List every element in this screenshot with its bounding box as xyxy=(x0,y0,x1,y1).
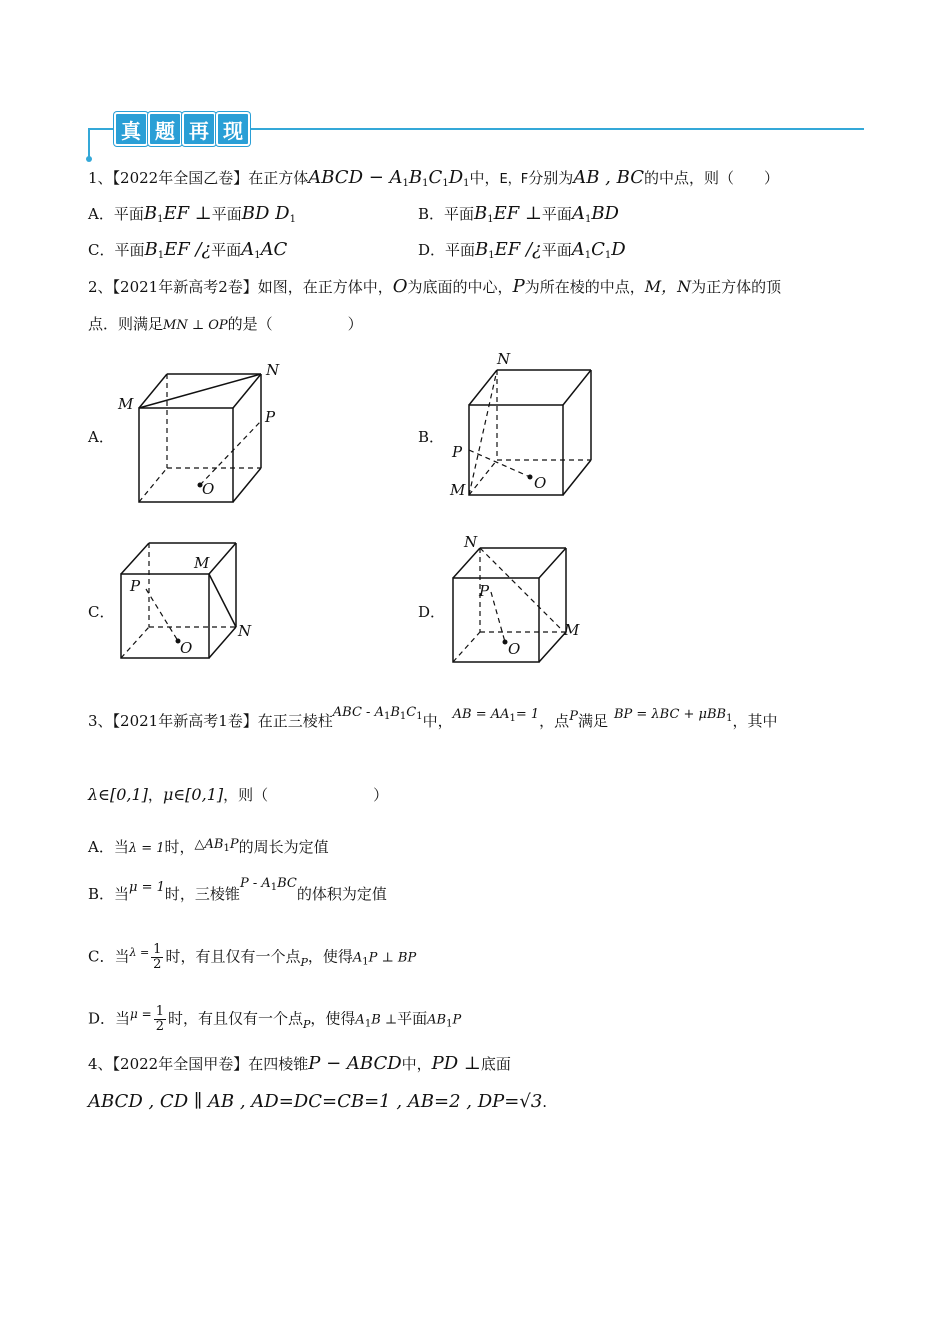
segment-op xyxy=(491,592,505,642)
point-label-p: P xyxy=(130,577,141,595)
math: ABCD − A xyxy=(308,167,403,188)
stem-text: 为正方体的顶 xyxy=(691,278,782,296)
subscript: 1 xyxy=(442,178,449,189)
math: P xyxy=(303,1017,311,1031)
question-number: 1、 xyxy=(88,169,113,187)
section-title xyxy=(114,112,250,146)
hidden-edge xyxy=(121,627,149,658)
option-text: 时，有且仅有一个点 xyxy=(167,1009,303,1028)
fraction-numerator: 1 xyxy=(155,1004,164,1019)
math: P ⊥ BP xyxy=(368,950,417,966)
math: BP = λBC + μBB xyxy=(613,707,727,722)
point-label-m: M xyxy=(118,395,134,413)
cube-edge xyxy=(209,627,236,658)
math: ABCD , CD ∥ AB , AD=DC=CB=1 , AB=2 , DP= xyxy=(88,1091,520,1112)
question-number: 2、 xyxy=(88,278,113,296)
math: EF /¿ xyxy=(164,239,212,260)
stem-text: 中， xyxy=(469,169,500,187)
math: EF ⊥ xyxy=(493,203,542,224)
math: λ∈[0,1] xyxy=(88,785,148,804)
stem-text: . xyxy=(542,1093,548,1111)
segment-mn xyxy=(469,370,497,495)
stem-text: 在正三棱柱 xyxy=(257,712,333,730)
math: EF /¿ xyxy=(494,239,542,260)
q3-stem xyxy=(88,705,778,738)
math: BD xyxy=(591,203,619,224)
point-label-n: N xyxy=(266,361,280,379)
subscript: 1 xyxy=(463,178,470,189)
subscript: 1 xyxy=(362,956,369,968)
q4-stem-line2 xyxy=(88,1091,547,1113)
cube-figure-b xyxy=(440,345,640,505)
math: B ⊥ xyxy=(371,1012,398,1028)
stem-text: 的是（ ） xyxy=(227,315,363,333)
math: λ = 1 xyxy=(128,841,165,856)
subscript: 1 xyxy=(383,711,391,722)
segment-op xyxy=(469,450,530,477)
math: A xyxy=(571,239,585,260)
option-label: B．平面 xyxy=(418,205,475,223)
point-label-m: M xyxy=(450,481,466,499)
math: B xyxy=(408,167,423,188)
cube-front-face xyxy=(453,578,539,662)
question-source: 【2022年全国甲卷】 xyxy=(112,1055,249,1073)
question-source: 【2022年全国乙卷】 xyxy=(112,169,249,187)
math: AB = AA xyxy=(452,707,510,722)
math: A xyxy=(352,950,363,966)
math: P xyxy=(300,955,308,969)
cube-figure-c xyxy=(110,535,310,665)
stem-text: 底面 xyxy=(480,1055,511,1073)
option-text: 时， xyxy=(164,838,195,856)
math: C xyxy=(406,705,417,720)
fraction xyxy=(154,1005,166,1034)
option-text: 平面 xyxy=(541,205,572,223)
fraction-denominator: 2 xyxy=(153,957,162,972)
hidden-edge xyxy=(453,632,480,662)
fraction xyxy=(151,943,163,972)
q1-stem xyxy=(88,167,779,195)
option-label: A．平面 xyxy=(88,205,144,223)
stem-text: ， xyxy=(147,786,163,804)
option-text: ，使得 xyxy=(307,947,353,966)
point-o xyxy=(503,640,508,645)
question-source: 【2021年新高考2卷】 xyxy=(112,278,258,296)
fraction-denominator: 2 xyxy=(155,1019,164,1034)
q2-stem xyxy=(88,276,781,298)
subscript: 1 xyxy=(509,713,516,724)
math: B xyxy=(143,203,158,224)
stem-text: 为所在棱的中点， xyxy=(524,278,645,296)
option-text: 平面 xyxy=(397,1009,428,1028)
subscript: 1 xyxy=(422,178,429,189)
stem-text: ，点 xyxy=(539,712,570,730)
stem-text: 分别为 xyxy=(528,169,574,187)
math: MN ⊥ OP xyxy=(163,318,228,333)
option-label: C．平面 xyxy=(88,241,145,259)
point-label-o: O xyxy=(534,474,547,492)
math: A xyxy=(571,203,585,224)
cube-figure-d xyxy=(440,532,640,667)
math: ABC - A xyxy=(332,705,384,720)
stem-text: 为底面的中心， xyxy=(407,278,513,296)
banner-dot xyxy=(86,156,92,162)
subscript: 1 xyxy=(364,1018,372,1030)
cube-edge xyxy=(233,374,261,408)
q4-stem xyxy=(88,1053,511,1075)
point-label-o: O xyxy=(202,480,215,498)
math: A xyxy=(241,239,255,260)
math: D xyxy=(448,167,464,188)
stem-text: 在正方体 xyxy=(248,169,309,187)
math: P - A xyxy=(239,876,271,891)
math: BC xyxy=(277,876,297,891)
option-text: 的周长为定值 xyxy=(238,838,329,856)
math: C xyxy=(428,167,443,188)
subscript: 1 xyxy=(157,214,164,225)
option-text: 时，有且仅有一个点 xyxy=(165,947,301,966)
segment-mn xyxy=(139,374,261,408)
q1-option-a xyxy=(88,203,296,231)
q3-option-b xyxy=(88,876,387,911)
math: EF ⊥ xyxy=(163,203,212,224)
math: C xyxy=(591,239,605,260)
math: B xyxy=(474,203,488,224)
hidden-edge xyxy=(469,460,497,495)
option-text: 的体积为定值 xyxy=(296,885,387,903)
math: B xyxy=(475,239,489,260)
option-label: C．当 xyxy=(88,947,130,966)
cube-figure-a xyxy=(110,355,310,510)
title-char: 再 xyxy=(182,112,216,146)
question-source: 【2021年新高考1卷】 xyxy=(112,712,258,730)
cube-edge xyxy=(233,468,261,502)
math: λ = xyxy=(129,945,150,959)
point-o xyxy=(528,475,533,480)
cube-edge xyxy=(453,548,480,578)
point-label-o: O xyxy=(180,639,193,657)
stem-text: 满足 xyxy=(577,712,608,730)
subscript: 1 xyxy=(399,711,407,722)
math: A xyxy=(355,1012,365,1028)
math: P xyxy=(512,276,525,297)
q1-option-d xyxy=(418,239,626,267)
subscript: 1 xyxy=(223,843,230,854)
cube-edge xyxy=(563,460,591,495)
math: BD D xyxy=(241,203,290,224)
figure-label-d: D． xyxy=(418,603,446,621)
question-number: 3、 xyxy=(88,712,113,730)
cube-edge xyxy=(539,548,566,578)
stem-text: ，则（ ） xyxy=(223,786,389,804)
stem-text: ，其中 xyxy=(732,712,778,730)
subscript: 1 xyxy=(584,250,592,261)
fraction-numerator: 1 xyxy=(153,942,162,957)
subscript: 1 xyxy=(446,1018,453,1030)
subscript: 1 xyxy=(402,178,409,189)
segment-mn xyxy=(209,574,236,627)
hidden-edge xyxy=(139,468,167,502)
math: B xyxy=(144,239,158,260)
q2-stem-line2 xyxy=(88,313,363,337)
point-label-p: P xyxy=(452,443,463,461)
q3-option-a xyxy=(88,836,329,864)
segment-op xyxy=(146,589,178,641)
figure-label-a: A． xyxy=(88,428,114,446)
cube-edge xyxy=(539,632,566,662)
stem-text: 在四棱锥 xyxy=(248,1055,309,1073)
point-label-m: M xyxy=(194,554,210,572)
point-label-p: P xyxy=(479,582,490,600)
subscript: 1 xyxy=(604,250,612,261)
title-char: 题 xyxy=(148,112,182,146)
option-text: 平面 xyxy=(541,241,572,259)
math: PD ⊥ xyxy=(431,1053,481,1074)
subscript: 1 xyxy=(584,214,592,225)
math: μ = 1 xyxy=(129,880,165,895)
stem-text: 点．则满足 xyxy=(88,315,164,333)
math: B xyxy=(390,705,400,720)
q1-option-b xyxy=(418,203,619,231)
q1-option-c xyxy=(88,239,287,267)
math: μ = xyxy=(130,1006,152,1021)
subscript: 1 xyxy=(254,250,261,261)
option-text: 平面 xyxy=(211,241,242,259)
math: M，N xyxy=(644,277,692,296)
cube-edge xyxy=(121,543,149,574)
option-label: B．当 xyxy=(88,885,130,903)
title-char: 现 xyxy=(216,112,250,146)
banner-left-rule xyxy=(88,128,90,158)
subscript: 1 xyxy=(726,713,733,724)
stem-text: 中， xyxy=(401,1055,432,1073)
math: AB xyxy=(427,1012,447,1028)
math: AB , BC xyxy=(573,167,644,188)
figure-label-c: C． xyxy=(88,603,115,621)
math: D xyxy=(611,239,626,260)
math: = 1 xyxy=(515,707,540,722)
question-number: 4、 xyxy=(88,1055,113,1073)
math: AC xyxy=(260,239,288,260)
math: √3 xyxy=(519,1091,543,1112)
stem-text: 如图，在正方体中， xyxy=(257,278,393,296)
cube-edge xyxy=(563,370,591,405)
subscript: 1 xyxy=(416,711,423,722)
title-char: 真 xyxy=(114,112,148,146)
point-label-n: N xyxy=(497,350,511,368)
segment-mn xyxy=(480,548,560,628)
math: μ∈[0,1] xyxy=(162,785,224,804)
math: P xyxy=(569,709,578,724)
option-text: 平面 xyxy=(211,205,242,223)
q3-option-d xyxy=(88,1005,461,1036)
point-label-o: O xyxy=(508,640,521,658)
math: P xyxy=(452,1012,462,1028)
subscript: 1 xyxy=(157,250,165,261)
section-banner xyxy=(88,112,864,162)
point-label-p: P xyxy=(265,408,276,426)
cube-edge xyxy=(209,543,236,574)
figure-label-b: B． xyxy=(418,428,445,446)
q3-option-c xyxy=(88,943,416,974)
point-label-n: N xyxy=(238,622,252,640)
subscript: 1 xyxy=(488,250,495,261)
subscript: 1 xyxy=(270,882,278,893)
point-label-n: N xyxy=(464,533,478,551)
math: △AB xyxy=(194,837,224,852)
stem-text: 的中点，则（ ） xyxy=(643,169,779,187)
point-label-m: M xyxy=(564,621,580,639)
option-label: D．平面 xyxy=(418,241,476,259)
math: E，F xyxy=(499,172,529,187)
math: P − ABCD xyxy=(308,1053,402,1074)
cube-front-face xyxy=(469,405,563,495)
cube-front-face xyxy=(139,408,233,502)
cube-edge xyxy=(139,374,167,408)
option-label: D．当 xyxy=(88,1009,131,1028)
option-text: ，使得 xyxy=(310,1009,356,1028)
stem-text: 中， xyxy=(422,712,453,730)
segment-op xyxy=(200,421,261,485)
option-label: A．当 xyxy=(88,838,129,856)
math: O xyxy=(392,276,408,297)
subscript: 1 xyxy=(289,214,296,225)
subscript: 1 xyxy=(487,214,494,225)
option-text: 时，三棱锥 xyxy=(164,885,240,903)
q3-stem-line2 xyxy=(88,784,388,806)
math: P xyxy=(229,837,239,852)
